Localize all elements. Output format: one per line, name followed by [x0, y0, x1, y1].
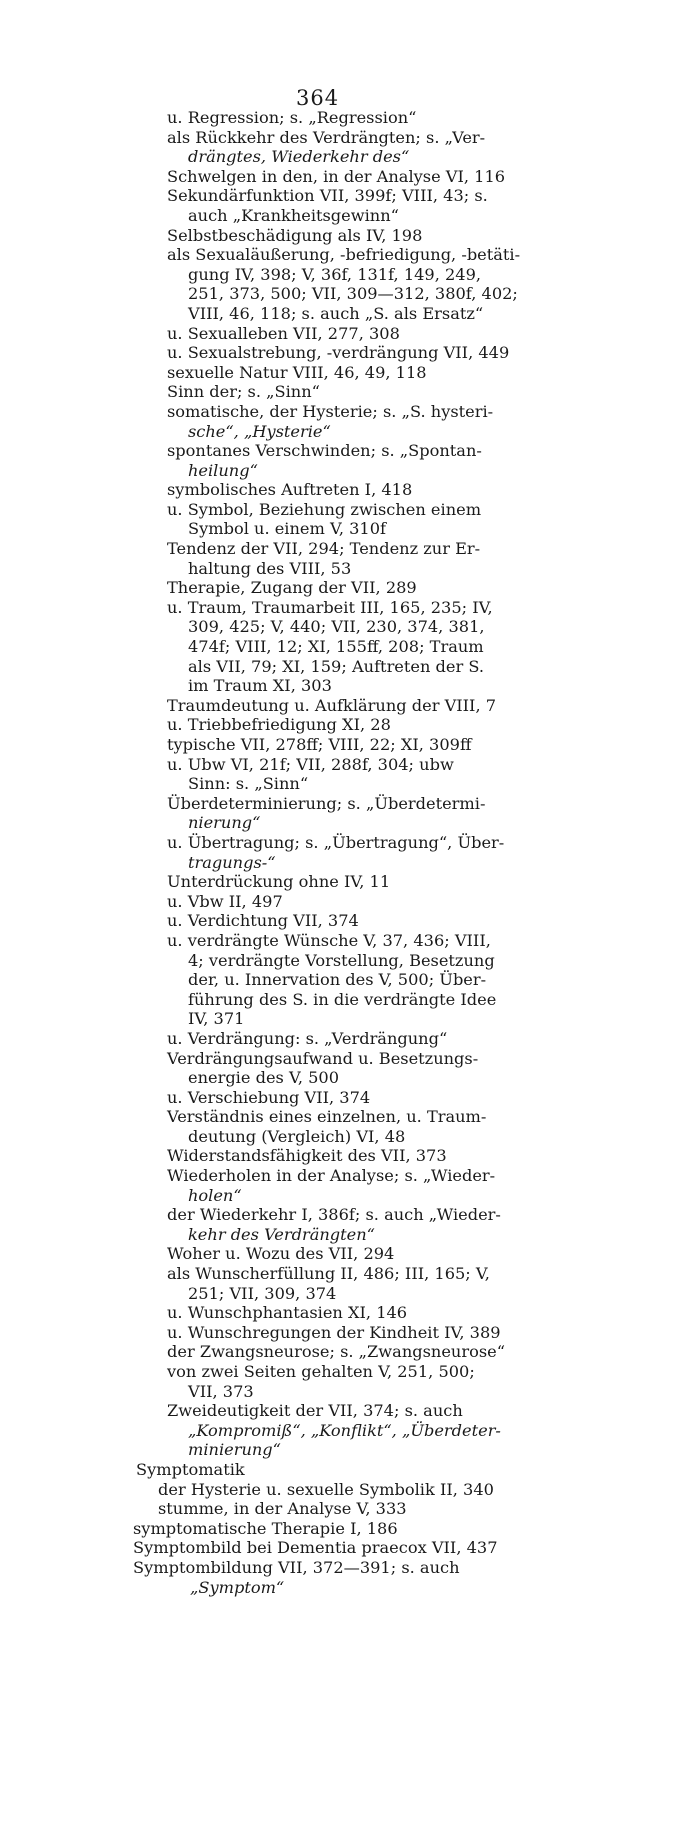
index-line: u. Verdichtung VII, 374 — [167, 911, 359, 931]
index-entries — [0, 108, 697, 1597]
index-line: 4; verdrängte Vorstellung, Besetzung — [188, 950, 495, 970]
index-line: „Kompromiß“, „Konflikt“, „Überdeter- — [188, 1420, 501, 1440]
index-line: IV, 371 — [188, 1009, 245, 1029]
index-line: 251, 373, 500; VII, 309—312, 380f, 402; — [188, 284, 518, 304]
index-line: haltung des VIII, 53 — [188, 558, 352, 578]
index-line: u. Sexualleben VII, 277, 308 — [167, 323, 400, 343]
index-line: Überdeterminierung; s. „Überdetermi- — [167, 793, 486, 813]
index-line: Selbstbeschädigung als IV, 198 — [167, 225, 423, 245]
index-line: u. Traum, Traumarbeit III, 165, 235; IV, — [167, 597, 493, 617]
index-line: sche“, „Hysterie“ — [188, 421, 331, 441]
index-line: Unterdrückung ohne IV, 11 — [167, 872, 391, 892]
index-line: Therapie, Zugang der VII, 289 — [167, 578, 417, 598]
index-line: führung des S. in die verdrängte Idee — [188, 989, 497, 1009]
index-line: u. Verdrängung: s. „Verdrängung“ — [167, 1028, 448, 1048]
index-line: sexuelle Natur VIII, 46, 49, 118 — [167, 362, 427, 382]
index-line: u. Regression; s. „Regression“ — [167, 108, 417, 127]
index-line: deutung (Vergleich) VI, 48 — [188, 1126, 406, 1146]
index-line: u. Wunschregungen der Kindheit IV, 389 — [167, 1322, 501, 1342]
index-line: VIII, 46, 118; s. auch „S. als Ersatz“ — [188, 303, 484, 323]
index-line: VII, 373 — [188, 1381, 254, 1401]
index-line: u. Verschiebung VII, 374 — [167, 1087, 371, 1107]
index-line: Sinn der; s. „Sinn“ — [167, 382, 320, 402]
index-line: somatische, der Hysterie; s. „S. hysteri- — [167, 401, 494, 421]
index-line: Symbol u. einem V, 310f — [188, 519, 387, 539]
index-line: symptomatische Therapie I, 186 — [133, 1518, 398, 1538]
index-line: Sinn: s. „Sinn“ — [188, 774, 309, 794]
index-line: u. Wunschphantasien XI, 146 — [167, 1303, 408, 1323]
index-line: nierung“ — [188, 813, 261, 833]
index-line: u. Übertragung; s. „Übertragung“, Über- — [167, 832, 505, 852]
index-line: u. Sexualstrebung, -verdrängung VII, 449 — [167, 343, 510, 363]
index-line: 474f; VIII, 12; XI, 155ff, 208; Traum — [188, 637, 484, 657]
index-line: energie des V, 500 — [188, 1068, 340, 1088]
index-line: u. Vbw II, 497 — [167, 891, 283, 911]
index-line: symbolisches Auftreten I, 418 — [167, 480, 413, 500]
index-line: als Wunscherfüllung II, 486; III, 165; V, — [167, 1264, 490, 1284]
index-line: kehr des Verdrängten“ — [188, 1224, 375, 1244]
index-line: minierung“ — [188, 1440, 281, 1460]
index-line: der Hysterie u. sexuelle Symbolik II, 340 — [158, 1479, 494, 1499]
index-line: gung IV, 398; V, 36f, 131f, 149, 249, — [188, 264, 482, 284]
index-line: Symptomatik — [136, 1459, 245, 1479]
index-line: Schwelgen in den, in der Analyse VI, 116 — [167, 166, 506, 186]
index-line: von zwei Seiten gehalten V, 251, 500; — [167, 1362, 475, 1381]
index-line: im Traum XI, 303 — [188, 676, 332, 696]
index-line: als VII, 79; XI, 159; Auftreten der S. — [188, 656, 485, 676]
index-line: auch „Krankheitsgewinn“ — [188, 205, 399, 225]
index-line: Woher u. Wozu des VII, 294 — [167, 1244, 395, 1264]
index-line: der Wiederkehr I, 386f; s. auch „Wieder- — [167, 1205, 501, 1225]
index-line: spontanes Verschwinden; s. „Spontan- — [167, 441, 482, 461]
index-line: Zweideutigkeit der VII, 374; s. auch — [167, 1401, 463, 1421]
index-line: der, u. Innervation des V, 500; Über- — [188, 970, 487, 990]
index-line: Widerstandsfähigkeit des VII, 373 — [167, 1146, 447, 1166]
index-line: Symptombildung VII, 372—391; s. auch — [133, 1557, 460, 1577]
index-line: drängtes, Wiederkehr des“ — [188, 147, 410, 167]
index-line: als Rückkehr des Verdrängten; s. „Ver- — [167, 127, 486, 147]
index-line: Traumdeutung u. Aufklärung der VIII, 7 — [167, 695, 497, 715]
index-line: der Zwangsneurose; s. „Zwangsneurose“ — [167, 1342, 505, 1362]
index-line: 309, 425; V, 440; VII, 230, 374, 381, — [188, 617, 485, 637]
index-line: holen“ — [188, 1185, 242, 1205]
index-line: Sekundärfunktion VII, 399f; VIII, 43; s. — [167, 186, 488, 206]
index-line: u. Triebbefriedigung XI, 28 — [167, 715, 391, 735]
page-number: 364 — [296, 86, 340, 110]
index-line: u. Ubw VI, 21f; VII, 288f, 304; ubw — [167, 754, 454, 774]
index-line: Verständnis eines einzelnen, u. Traum- — [167, 1107, 487, 1127]
index-line: Wiederholen in der Analyse; s. „Wieder- — [167, 1166, 496, 1186]
index-line: stumme, in der Analyse V, 333 — [158, 1499, 407, 1519]
index-line: als Sexualäußerung, -befriedigung, -betäti- — [167, 245, 521, 265]
index-line: „Symptom“ — [190, 1577, 285, 1597]
index-line: Tendenz der VII, 294; Tendenz zur Er- — [167, 539, 481, 559]
index-line: u. verdrängte Wünsche V, 37, 436; VIII, — [167, 930, 491, 950]
index-line: heilung“ — [188, 460, 258, 480]
index-line: typische VII, 278ff; VIII, 22; XI, 309ff — [167, 735, 472, 754]
index-line: Verdrängungsaufwand u. Besetzungs- — [167, 1048, 479, 1068]
index-line: Symptombild bei Dementia praecox VII, 437 — [133, 1538, 498, 1558]
index-line: tragungs-“ — [188, 852, 276, 872]
index-line: u. Symbol, Beziehung zwischen einem — [167, 499, 482, 519]
index-line: 251; VII, 309, 374 — [188, 1283, 337, 1303]
